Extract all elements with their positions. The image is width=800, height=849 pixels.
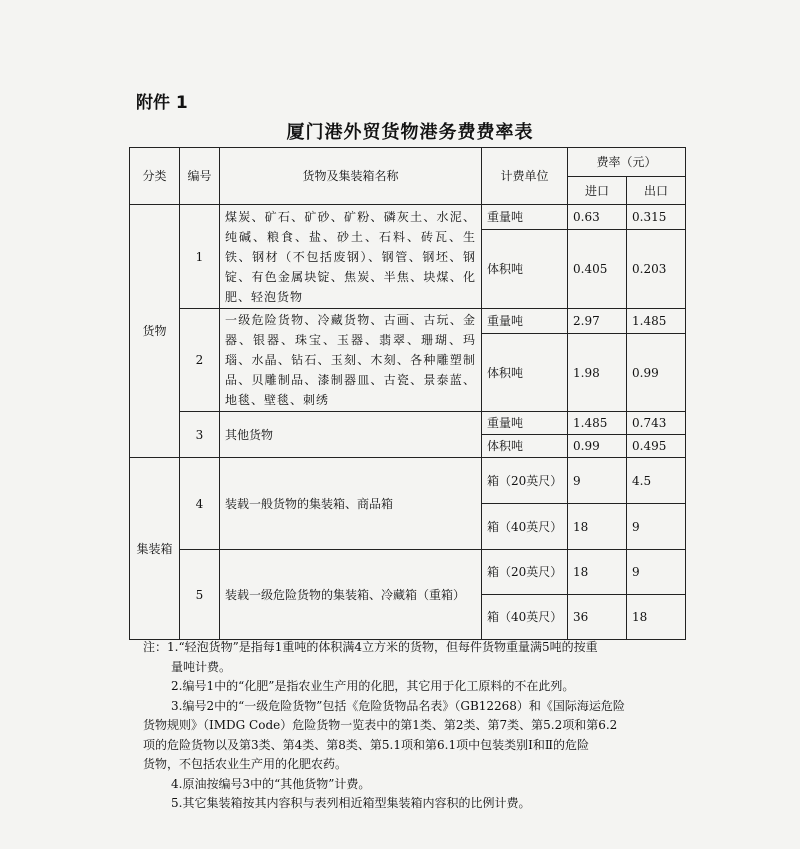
export-rate: 0.99 [627, 334, 686, 412]
unit-cell: 重量吨 [482, 309, 568, 334]
unit-cell: 箱（40英尺） [482, 595, 568, 640]
unit-cell: 箱（40英尺） [482, 504, 568, 550]
import-rate: 0.405 [568, 230, 627, 309]
table-row [130, 205, 686, 230]
unit-cell: 体积吨 [482, 435, 568, 458]
unit-cell: 重量吨 [482, 412, 568, 435]
export-rate: 0.315 [627, 205, 686, 230]
note-1-line-2: 量吨计费。 [171, 659, 232, 674]
header-name: 货物及集装箱名称 [220, 148, 482, 205]
table-row [130, 309, 686, 334]
export-rate: 0.495 [627, 435, 686, 458]
note-1-line-1: 注：1.“轻泡货物”是指每1重吨的体积满4立方米的货物，但每件货物重量满5吨的按重 [143, 640, 598, 654]
import-rate: 1.485 [568, 412, 627, 435]
row-number: 3 [180, 412, 220, 458]
row-number: 5 [180, 550, 220, 640]
unit-cell: 体积吨 [482, 334, 568, 412]
row-number: 1 [180, 205, 220, 309]
group-cargo: 货物 [130, 205, 180, 458]
fee-rate-table [129, 147, 686, 640]
import-rate: 18 [568, 504, 627, 550]
header-unit: 计费单位 [482, 148, 568, 205]
page-title: 厦门港外贸货物港务费费率表 [286, 122, 534, 143]
cargo-description: 装载一般货物的集装箱、商品箱 [220, 458, 482, 550]
import-rate: 18 [568, 550, 627, 595]
export-rate: 18 [627, 595, 686, 640]
notes-section [143, 638, 703, 814]
note-4: 4.原油按编号3中的“其他货物”计费。 [171, 776, 371, 791]
cargo-description: 其他货物 [220, 412, 482, 458]
import-rate: 9 [568, 458, 627, 504]
group-container: 集装箱 [130, 458, 180, 640]
import-rate: 0.99 [568, 435, 627, 458]
unit-cell: 箱（20英尺） [482, 550, 568, 595]
note-3-line-2: 货物规则》（IMDG Code）危险货物一览表中的第1类、第2类、第7类、第5.2项和第6.2 [143, 718, 618, 732]
cargo-description: 煤炭、矿石、矿砂、矿粉、磷灰土、水泥、纯碱、粮食、盐、砂土、石料、砖瓦、生铁、钢材（不包括废钢）、钢管、钢坯、钢锭、有色金属块锭、焦炭、半焦、块煤、化肥、轻泡货物 [220, 205, 482, 309]
header-export: 出口 [627, 177, 686, 205]
note-3-line-1: 3.编号2中的“一级危险货物”包括《危险货物品名表》（GB12268）和《国际海运危险 [171, 698, 625, 713]
note-3-line-4: 货物，不包括农业生产用的化肥农药。 [143, 757, 348, 771]
header-category: 分类 [130, 148, 180, 205]
unit-cell: 箱（20英尺） [482, 458, 568, 504]
table-row [130, 550, 686, 595]
export-rate: 0.203 [627, 230, 686, 309]
header-number: 编号 [180, 148, 220, 205]
attachment-label: 附件 1 [136, 93, 188, 113]
import-rate: 36 [568, 595, 627, 640]
import-rate: 0.63 [568, 205, 627, 230]
export-rate: 1.485 [627, 309, 686, 334]
cargo-description: 一级危险货物、冷藏货物、古画、古玩、金器、银器、珠宝、玉器、翡翠、珊瑚、玛瑙、水晶、钻石、玉刻、木刻、各种雕塑制品、贝雕制品、漆制器皿、古瓷、景泰蓝、地毯、壁毯、刺绣 [220, 309, 482, 412]
export-rate: 0.743 [627, 412, 686, 435]
note-2: 2.编号1中的“化肥”是指农业生产用的化肥，其它用于化工原料的不在此列。 [171, 679, 575, 693]
import-rate: 1.98 [568, 334, 627, 412]
header-rate: 费率（元） [568, 148, 686, 177]
cargo-description: 装载一级危险货物的集装箱、冷藏箱（重箱） [220, 550, 482, 640]
row-number: 4 [180, 458, 220, 550]
export-rate: 4.5 [627, 458, 686, 504]
note-3-line-3: 项的危险货物以及第3类、第4类、第8类、第5.1项和第6.1项中包装类别Ⅰ和Ⅱ的危险 [143, 737, 589, 752]
header-import: 进口 [568, 177, 627, 205]
table-row [130, 458, 686, 504]
table-row [130, 412, 686, 435]
row-number: 2 [180, 309, 220, 412]
unit-cell: 体积吨 [482, 230, 568, 309]
unit-cell: 重量吨 [482, 205, 568, 230]
export-rate: 9 [627, 504, 686, 550]
note-5: 5.其它集装箱按其内容积与表列相近箱型集装箱内容积的比例计费。 [171, 796, 531, 810]
import-rate: 2.97 [568, 309, 627, 334]
export-rate: 9 [627, 550, 686, 595]
